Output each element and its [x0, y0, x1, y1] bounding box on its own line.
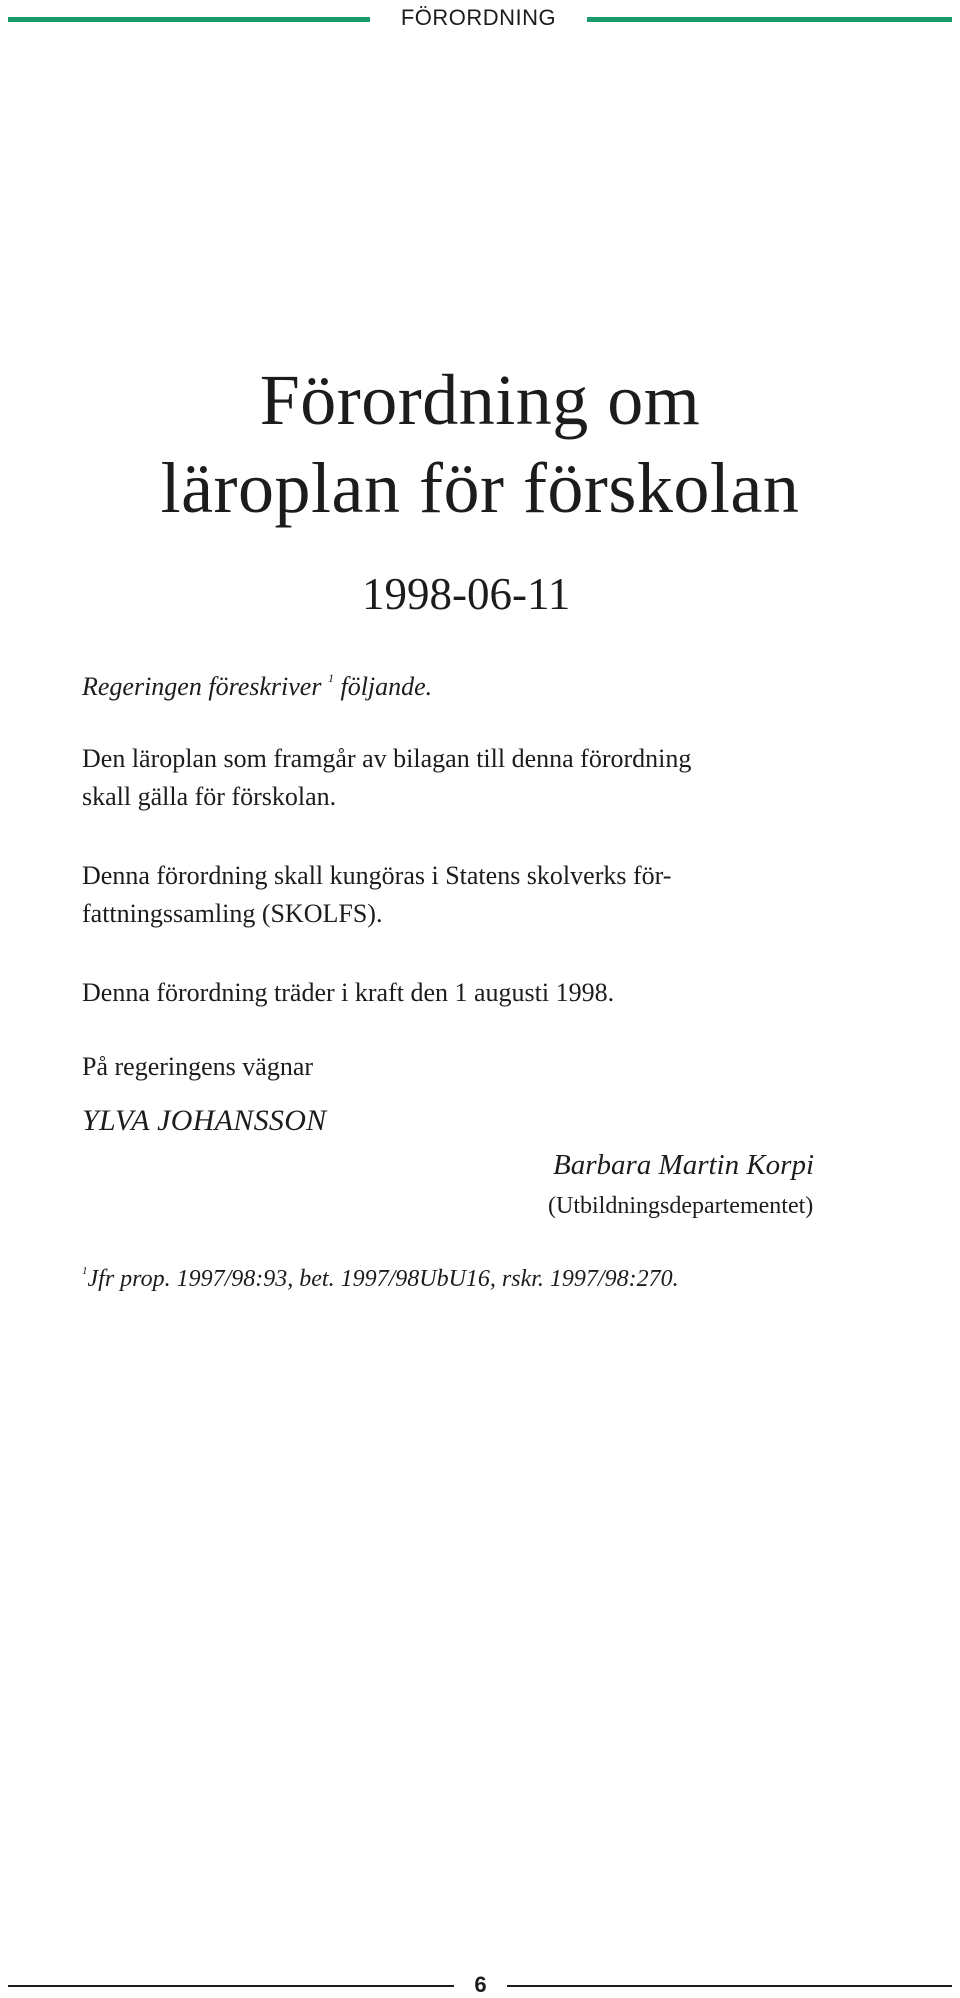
- section-label: FÖRORDNING: [400, 5, 557, 30]
- footnote: [82, 1262, 679, 1296]
- paragraph-on-behalf: På regeringens vägnar: [82, 1052, 314, 1081]
- footnote-text: Jfr prop. 1997/98:93, bet. 1997/98UbU16, rskr. 1997/98:270.: [87, 1266, 679, 1292]
- paragraph-publication: [82, 857, 902, 933]
- footnote-mark: 1: [82, 1265, 88, 1277]
- intro-text-before: Regeringen föreskriver: [82, 672, 322, 701]
- official-signature-name: Barbara Martin Korpi: [553, 1149, 815, 1181]
- title-line-1: Förordning om: [259, 360, 701, 440]
- intro-text-after: följande.: [340, 672, 433, 701]
- paragraph-line: Denna förordning skall kungöras i Statens skolverks för-: [82, 861, 672, 890]
- page-header: [0, 0, 960, 40]
- paragraph-line: Den läroplan som framgår av bilagan till denna förordning: [82, 744, 692, 773]
- document-date: 1998-06-11: [362, 569, 571, 619]
- footer-rule-right: [507, 1985, 952, 1987]
- paragraph-line: skall gälla för förskolan.: [82, 782, 337, 811]
- document-title: [0, 356, 960, 532]
- footnote-reference: 1: [327, 671, 334, 685]
- minister-signature: YLVA JOHANSSON: [82, 1104, 327, 1137]
- header-rule-right: [587, 17, 952, 22]
- header-rule-left: [8, 17, 370, 22]
- paragraph-effective-date: Denna förordning träder i kraft den 1 augusti 1998.: [82, 978, 615, 1007]
- intro-line: [82, 668, 902, 706]
- official-department: (Utbildningsdepartementet): [548, 1193, 814, 1219]
- paragraph-curriculum: [82, 740, 902, 816]
- page-number: 6: [474, 1972, 487, 1997]
- document-body: [82, 668, 902, 1137]
- title-line-2: läroplan för förskolan: [160, 448, 800, 528]
- paragraph-line: fattningssamling (SKOLFS).: [82, 899, 383, 928]
- footer-rule-left: [8, 1985, 454, 1987]
